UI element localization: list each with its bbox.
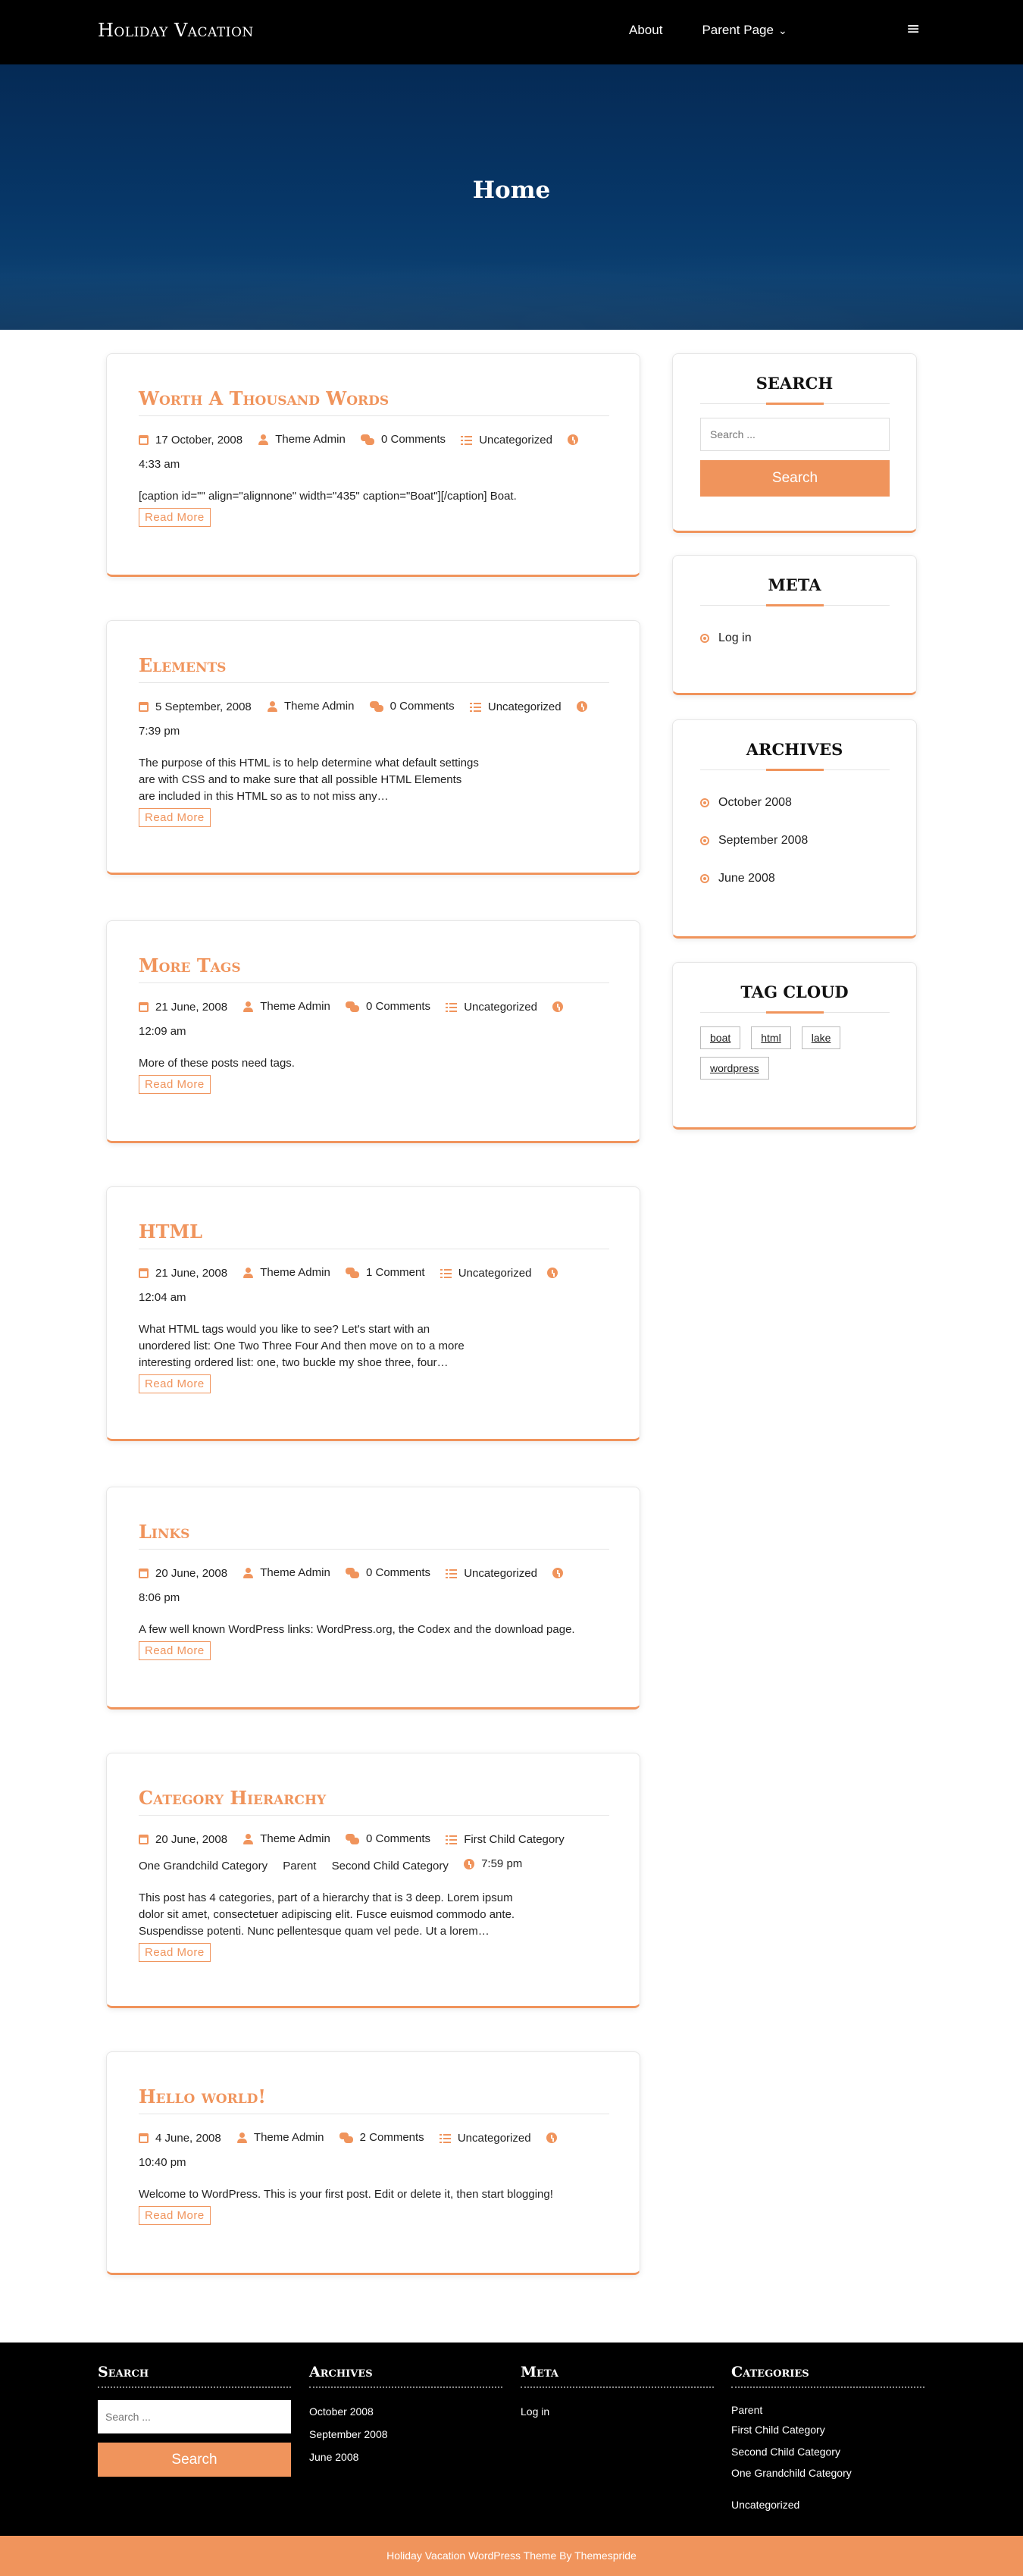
user-icon: [242, 1834, 253, 1844]
post-title[interactable]: Hello world!: [139, 2086, 609, 2114]
widget-divider: [700, 403, 890, 404]
read-more-button[interactable]: Read More: [139, 1943, 211, 1962]
user-icon: [236, 2133, 247, 2143]
post-category[interactable]: Uncategorized: [458, 1267, 532, 1280]
archive-link[interactable]: October 2008: [718, 796, 792, 809]
archives-list: [700, 784, 889, 898]
clock-icon: [552, 1568, 563, 1578]
comments-icon: [346, 1834, 359, 1844]
bullet-icon: [700, 836, 709, 845]
post-title[interactable]: More Tags: [139, 954, 609, 983]
post-author[interactable]: Theme Admin: [283, 700, 355, 713]
post-time: 7:39 pm: [139, 725, 180, 738]
comments-icon: [370, 701, 383, 712]
read-more-button[interactable]: Read More: [139, 508, 211, 527]
calendar-icon: [139, 702, 149, 712]
clock-icon: [552, 1001, 563, 1012]
user-icon: [242, 1268, 253, 1278]
post-time: 4:33 am: [139, 458, 180, 471]
post-time: 12:09 am: [139, 1025, 186, 1038]
post-excerpt: [caption id="" align="alignnone" width="435" caption="Boat"][/caption] Boat.: [139, 490, 517, 503]
footer-category-link[interactable]: Parent: [731, 2404, 763, 2416]
post-title[interactable]: Elements: [139, 654, 609, 683]
post-date[interactable]: 17 October, 2008: [155, 433, 243, 447]
post-meta: [139, 695, 609, 743]
tag-link[interactable]: lake: [802, 1026, 841, 1049]
main-content: [0, 330, 1023, 2343]
post-title[interactable]: Worth A Thousand Words: [139, 387, 609, 416]
archive-link[interactable]: September 2008: [718, 834, 809, 847]
list-item[interactable]: [700, 822, 889, 860]
list-icon: [470, 703, 481, 712]
post-excerpt: This post has 4 categories, part of a hierarchy that is 3 deep. Lorem ipsum dolor sit amet, consectetuer adipiscing elit. Fusce euismod commodo ante. Suspendisse potenti. Nunc pellentesque quam vel pede. Ut a lorem…: [139, 1891, 515, 1938]
bullet-icon: [700, 874, 709, 883]
footer-login-link[interactable]: Log in: [521, 2405, 550, 2418]
comments-icon: [361, 434, 374, 445]
post-category[interactable]: Uncategorized: [464, 1001, 537, 1014]
post-category[interactable]: Uncategorized: [479, 434, 552, 447]
user-icon: [258, 434, 268, 445]
post-title[interactable]: Category Hierarchy: [139, 1787, 609, 1816]
post-date[interactable]: 21 June, 2008: [155, 1266, 228, 1280]
calendar-icon: [139, 2133, 149, 2143]
post-card: [106, 1186, 640, 1441]
post-excerpt: What HTML tags would you like to see? Let's start with an unordered list: One Two Three Four And then move on to a more interesting ordered list: one, two buckle my shoe three, four…: [139, 1323, 465, 1369]
clock-icon: [568, 434, 578, 445]
post-category[interactable]: Parent: [283, 1860, 317, 1872]
bullet-icon: [700, 798, 709, 807]
post-category[interactable]: Uncategorized: [464, 1567, 537, 1580]
chevron-down-icon: ⌄: [777, 24, 787, 36]
post-title[interactable]: Links: [139, 1521, 609, 1550]
post-meta: [139, 995, 609, 1043]
list-item[interactable]: [700, 860, 889, 898]
main-nav: [629, 23, 787, 38]
post-card: [106, 2051, 640, 2275]
post-date[interactable]: 5 September, 2008: [155, 700, 252, 713]
footer-categories: [731, 2364, 924, 2527]
calendar-icon: [139, 1268, 149, 1278]
site-title[interactable]: Holiday Vacation: [98, 20, 254, 41]
comments-icon: [346, 1268, 359, 1278]
read-more-button[interactable]: Read More: [139, 1374, 211, 1393]
meta-widget: [672, 555, 917, 695]
list-icon: [446, 1003, 457, 1012]
calendar-icon: [139, 1568, 149, 1578]
read-more-button[interactable]: Read More: [139, 1641, 211, 1660]
post-meta: [139, 428, 609, 476]
post-card: [106, 920, 640, 1143]
comments-icon: [346, 1568, 359, 1578]
post-meta: [139, 1828, 609, 1878]
site-header: [0, 0, 1023, 64]
post-category[interactable]: Uncategorized: [487, 700, 562, 713]
search-button[interactable]: Search: [700, 460, 890, 497]
comments-icon: [339, 2133, 353, 2143]
nav-item-label: Parent Page: [702, 23, 774, 37]
footer-meta: [521, 2364, 714, 2423]
archives-widget: [672, 719, 917, 939]
user-icon: [242, 1568, 253, 1578]
footer-title: Search: [98, 2364, 291, 2388]
page-title: Home: [472, 177, 551, 204]
post-comments[interactable]: 0 Comments: [365, 1566, 431, 1579]
post-comments[interactable]: 0 Comments: [380, 433, 446, 446]
post-excerpt: Welcome to WordPress. This is your first post. Edit or delete it, then start blogging!: [139, 2188, 553, 2201]
widget-title: TAG CLOUD: [740, 982, 849, 1001]
comments-icon: [346, 1001, 359, 1012]
post-title[interactable]: HTML: [139, 1221, 609, 1249]
post-time: 10:40 pm: [139, 2156, 186, 2169]
post-time: 7:59 pm: [481, 1857, 523, 1870]
post-date[interactable]: 4 June, 2008: [155, 2131, 221, 2145]
site-footer: [0, 2343, 1023, 2536]
nav-item-parent-page[interactable]: [702, 23, 787, 38]
post-time: 12:04 am: [139, 1291, 186, 1304]
user-icon: [267, 701, 277, 712]
footer-archive-link[interactable]: September 2008: [309, 2428, 388, 2440]
list-item[interactable]: [700, 619, 889, 657]
tag-cloud-widget: [672, 962, 917, 1130]
post-meta: [139, 1261, 609, 1309]
archive-link[interactable]: June 2008: [718, 872, 775, 885]
footer-category-link[interactable]: First Child Category: [731, 2424, 825, 2436]
post-card: [106, 1487, 640, 1709]
tag-cloud: [700, 1026, 897, 1080]
footer-category-link[interactable]: Uncategorized: [731, 2499, 800, 2511]
tag-link[interactable]: html: [751, 1026, 790, 1049]
calendar-icon: [139, 1002, 149, 1012]
footer-search-button[interactable]: Search: [98, 2443, 291, 2477]
footer-search-input[interactable]: [98, 2400, 291, 2433]
read-more-button[interactable]: Read More: [139, 808, 211, 827]
hero-banner: [0, 64, 1023, 330]
copyright-text[interactable]: Holiday Vacation WordPress Theme By Themespride: [386, 2549, 637, 2562]
clock-icon: [546, 2133, 557, 2143]
footer-title: Meta: [521, 2364, 714, 2388]
nav-item-about[interactable]: About: [629, 23, 663, 37]
hamburger-icon[interactable]: ≡: [906, 20, 921, 39]
post-category[interactable]: Uncategorized: [457, 2132, 531, 2145]
post-category[interactable]: Second Child Category: [331, 1860, 449, 1872]
post-comments[interactable]: 0 Comments: [365, 1832, 431, 1845]
clock-icon: [547, 1268, 558, 1278]
post-category[interactable]: First Child Category: [464, 1833, 565, 1846]
clock-icon: [464, 1859, 474, 1869]
post-author[interactable]: Theme Admin: [260, 1266, 330, 1279]
list-item[interactable]: [700, 784, 889, 822]
footer-category-link[interactable]: Second Child Category: [731, 2446, 840, 2458]
post-card: [106, 620, 640, 875]
widget-divider: [700, 769, 890, 770]
tag-link[interactable]: wordpress: [700, 1057, 769, 1080]
footer-archives: [309, 2364, 502, 2468]
post-time: 8:06 pm: [139, 1591, 180, 1604]
calendar-icon: [139, 1835, 149, 1844]
post-date[interactable]: 20 June, 2008: [155, 1832, 228, 1846]
list-icon: [446, 1569, 457, 1578]
post-category[interactable]: One Grandchild Category: [139, 1860, 268, 1872]
user-icon: [242, 1001, 253, 1012]
widget-divider: [700, 605, 890, 606]
post-comments[interactable]: 0 Comments: [365, 1000, 431, 1013]
footer-archive-link[interactable]: October 2008: [309, 2405, 374, 2418]
post-author[interactable]: Theme Admin: [275, 433, 346, 446]
widget-title: ARCHIVES: [746, 740, 843, 759]
footer-category-link[interactable]: One Grandchild Category: [731, 2467, 852, 2479]
footer-archive-link[interactable]: June 2008: [309, 2451, 359, 2463]
read-more-button[interactable]: Read More: [139, 2206, 211, 2225]
widget-divider: [700, 1012, 890, 1013]
post-card: [106, 353, 640, 577]
post-author[interactable]: Theme Admin: [253, 2131, 324, 2144]
calendar-icon: [139, 435, 149, 445]
bullet-icon: [700, 634, 709, 643]
footer-title: Archives: [309, 2364, 502, 2388]
post-comments[interactable]: 1 Comment: [365, 1266, 425, 1279]
post-card: [106, 1753, 640, 2008]
post-excerpt: A few well known WordPress links: WordPress.org, the Codex and the download page.: [139, 1623, 575, 1636]
copyright-bar: [0, 2536, 1023, 2576]
post-comments[interactable]: 0 Comments: [389, 700, 455, 713]
post-author[interactable]: Theme Admin: [260, 1832, 330, 1845]
list-icon: [461, 436, 472, 445]
post-date[interactable]: 21 June, 2008: [155, 1000, 228, 1014]
list-icon: [440, 2134, 451, 2143]
post-author[interactable]: Theme Admin: [260, 1000, 330, 1013]
post-author[interactable]: Theme Admin: [260, 1566, 330, 1579]
clock-icon: [577, 701, 587, 712]
widget-title: META: [768, 575, 821, 594]
read-more-button[interactable]: Read More: [139, 1075, 211, 1094]
post-excerpt: More of these posts need tags.: [139, 1057, 295, 1070]
list-icon: [440, 1269, 452, 1278]
post-date[interactable]: 20 June, 2008: [155, 1566, 228, 1580]
footer-title: Categories: [731, 2364, 924, 2388]
list-icon: [446, 1835, 457, 1844]
post-excerpt: The purpose of this HTML is to help determine what default settings are with CSS and to make sure that all possible HTML Elements are included in this HTML so as to not miss any…: [139, 757, 479, 803]
search-input[interactable]: [700, 418, 890, 451]
search-widget: [672, 353, 917, 533]
post-comments[interactable]: 2 Comments: [359, 2131, 424, 2144]
post-meta: [139, 1562, 609, 1609]
footer-search: [98, 2364, 291, 2477]
post-meta: [139, 2126, 609, 2174]
meta-list: [700, 619, 889, 657]
tag-link[interactable]: boat: [700, 1026, 740, 1049]
meta-link-login[interactable]: Log in: [718, 631, 752, 644]
widget-title: SEARCH: [756, 374, 834, 393]
